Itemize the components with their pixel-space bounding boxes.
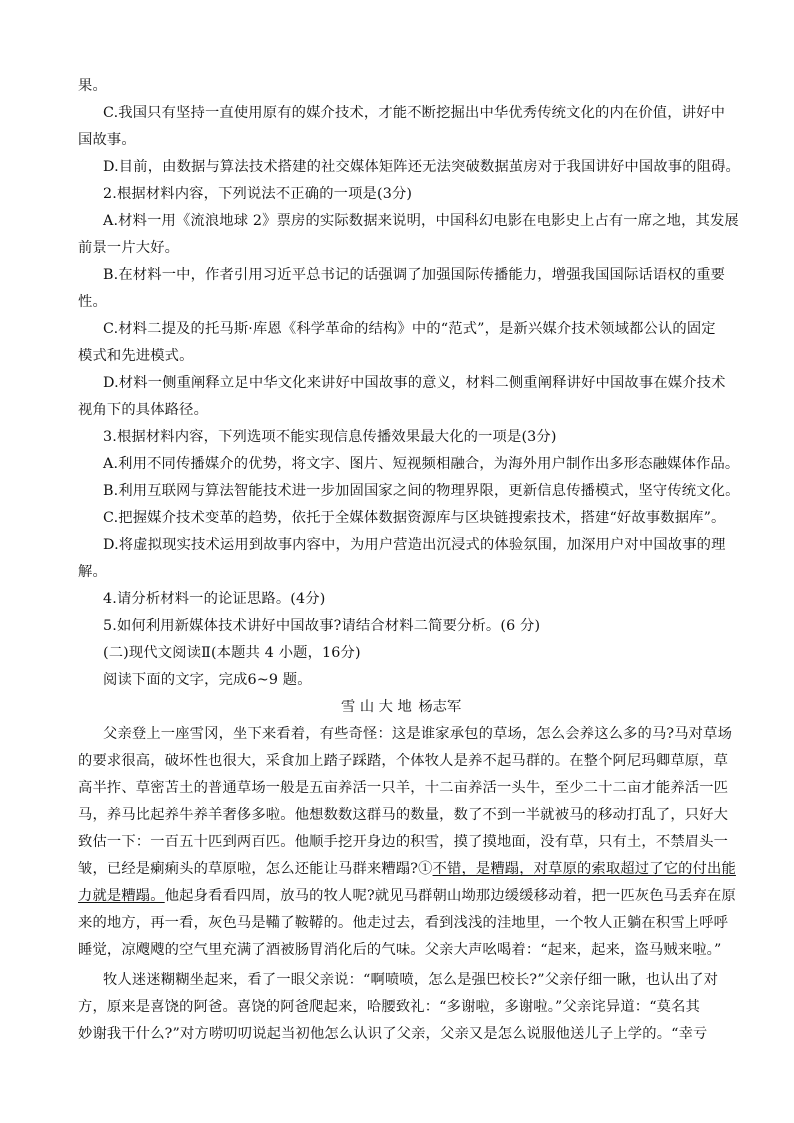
option-c: C.把握媒介技术变革的趋势，依托于全媒体数据资源库与区块链搜索技术，搭建“好故事数据库”。 xyxy=(103,510,726,526)
text-line: 前景一片大好。 xyxy=(78,240,180,256)
option-b: B.利用互联网与算法智能技术进一步加固国家之间的物理界限，更新信息传播模式，坚守传统文化。 xyxy=(103,483,740,499)
question-5: 5.如何利用新媒体技术讲好中国故事?请结合材料二简要分析。(6 分) xyxy=(103,618,541,634)
story-line: 高半拃、草密苫土的普通草场一般是五亩养活一只羊，十二亩养活一头牛，至少二十二亩才能养活一匹 xyxy=(78,780,729,796)
text-line: 国故事。 xyxy=(78,132,136,148)
story-title xyxy=(341,697,461,717)
story-text: 他起身看看四周，放马的牧人呢?就见马群朝山坳那边缓缓移动着，把一匹灰色马丢弃在原 xyxy=(164,888,736,904)
text-line: 果。 xyxy=(78,78,107,94)
title-main: 雪 山 大 地 xyxy=(341,699,412,715)
story-line xyxy=(78,886,736,906)
option-d: D.材料一侧重阐释立足中华文化来讲好中国故事的意义，材料二侧重阐释讲好中国故事在媒介技术 xyxy=(103,375,726,391)
story-line: 来的地方，再一看，灰色马是鞴了鞍鞯的。他走过去，看到浅浅的洼地里，一个牧人正躺在积雪上呼呼 xyxy=(78,915,729,931)
author-name: 杨志军 xyxy=(418,699,462,715)
text-line: 性。 xyxy=(78,294,107,310)
question-2: 2.根据材料内容，下列说法不正确的一项是(3分) xyxy=(103,186,413,202)
option-a: A.利用不同传播媒介的优势，将文字、图片、短视频相融合，为海外用户制作出多形态融媒体作品。 xyxy=(103,456,740,472)
story-line: 牧人迷迷糊糊坐起来，看了一眼父亲说：“啊喷喷，怎么是强巴校长?”父亲仔细一瞅，也认出了对 xyxy=(103,972,719,988)
text-line: 视角下的具体路径。 xyxy=(78,402,209,418)
option-c: C.我国只有坚持一直使用原有的媒介技术，才能不断挖掘出中华优秀传统文化的内在价值，讲好中 xyxy=(103,105,726,121)
story-line: 方，原来是喜饶的阿爸。喜饶的阿爸爬起来，哈腰致礼：“多谢啦，多谢啦。”父亲诧异道：“莫名其 xyxy=(78,999,700,1015)
story-line: 马，养马比起养牛养羊奢侈多啦。他想数数这群马的数量，数了不到一半就被马的移动打乱了，只好大 xyxy=(78,807,729,823)
option-d: D.目前，由数据与算法技术搭建的社交媒体矩阵还无法突破数据茧房对于我国讲好中国故事的阻碍。 xyxy=(103,159,741,175)
story-line: 妙谢我干什么?”对方唠叨叨说起当初他怎么认识了父亲，父亲又是怎么说服他送儿子上学的。“幸亏 xyxy=(78,1026,708,1042)
option-a: A.材料一用《流浪地球 2》票房的实际数据来说明，中国科幻电影在电影史上占有一席之地，其发展 xyxy=(103,213,739,229)
question-3: 3.根据材料内容，下列选项不能实现信息传播效果最大化的一项是(3分) xyxy=(103,429,557,445)
text-line: 模式和先进模式。 xyxy=(78,348,194,364)
underlined-sentence: 力就是糟蹋。 xyxy=(78,888,165,904)
underlined-sentence: 不错，是糟蹋，对草原的索取超过了它的付出能 xyxy=(432,861,736,877)
story-text: 皱，已经是瘌痢头的草原啦，怎么还能让马群来糟蹋?① xyxy=(78,861,433,877)
option-c: C.材料二提及的托马斯·库恩《科学革命的结构》中的“范式”，是新兴媒介技术领域都公认的固定 xyxy=(103,321,716,337)
section-heading: (二)现代文阅读Ⅱ(本题共 4 小题，16分) xyxy=(103,645,361,661)
option-b: B.在材料一中，作者引用习近平总书记的话强调了加强国际传播能力，增强我国国际话语权的重要 xyxy=(103,267,726,283)
instruction: 阅读下面的文字，完成6~9 题。 xyxy=(103,672,312,688)
story-line: 致估一下：一百五十匹到两百匹。他顺手挖开身边的积雪，摸了摸地面，没有草，只有土，不禁眉头一 xyxy=(78,834,729,850)
story-line: 睡觉，凉飕飕的空气里充满了酒被肠胃消化后的气味。父亲大声吆喝着：“起来，起来，盗马贼来啦。” xyxy=(78,942,722,958)
question-4: 4.请分析材料一的论证思路。(4分) xyxy=(103,591,326,607)
story-line: 父亲登上一座雪冈，坐下来看着，有些奇怪：这是谁家承包的草场，怎么会养这么多的马?马对草场 xyxy=(103,726,733,742)
option-d: D.将虚拟现实技术运用到故事内容中，为用户营造出沉浸式的体验氛围，加深用户对中国故事的理 xyxy=(103,537,726,553)
story-line: 的要求很高，破坏性也很大，采食加上踏子踩踏，个体牧人是养不起马群的。在整个阿尼玛卿草原，草 xyxy=(78,753,729,769)
story-line xyxy=(78,859,736,879)
text-line: 解。 xyxy=(78,564,107,580)
